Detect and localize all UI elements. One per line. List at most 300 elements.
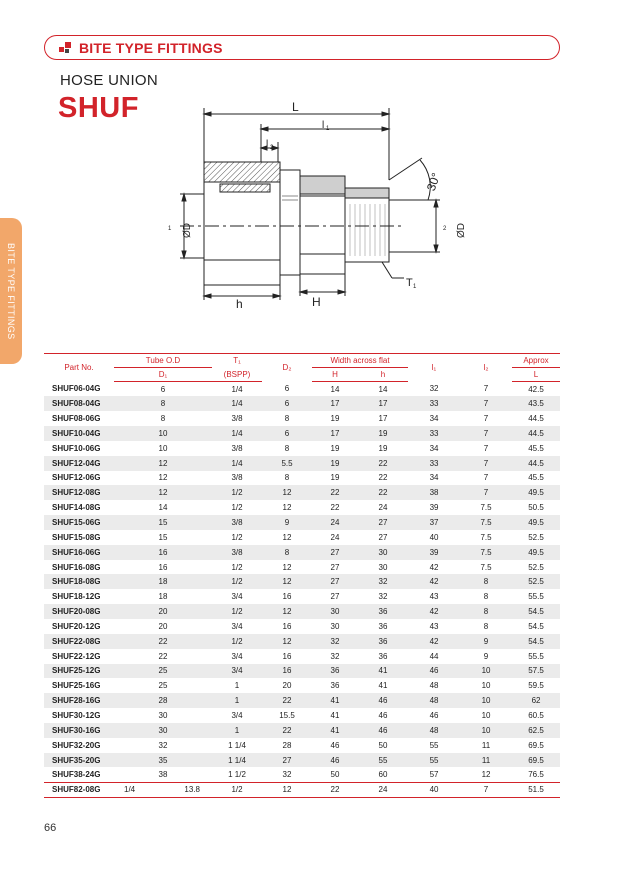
table-cell: 32 bbox=[378, 592, 388, 602]
col-d2: D₂ bbox=[262, 354, 312, 382]
table-cell: SHUF20-08G bbox=[44, 604, 114, 619]
table-cell: 12 bbox=[262, 574, 312, 589]
table-cell: 1/2 bbox=[212, 634, 262, 649]
table-cell: 12 bbox=[262, 782, 312, 797]
section-header bbox=[44, 35, 560, 60]
table-row bbox=[44, 530, 560, 545]
table-cell: 14 bbox=[158, 503, 168, 513]
table-row bbox=[44, 649, 560, 664]
table-cell: 32 bbox=[429, 384, 439, 394]
table-row bbox=[44, 396, 560, 411]
table-cell: 12 bbox=[282, 532, 292, 542]
table-cell: 62 bbox=[512, 693, 560, 708]
table-cell: 46 bbox=[408, 664, 460, 679]
table-cell: SHUF25-16G bbox=[52, 681, 101, 691]
table-cell: 7.5 bbox=[460, 515, 512, 530]
table-cell: 18 bbox=[158, 592, 168, 602]
table-cell: 20 bbox=[282, 681, 292, 691]
table-cell: 6 bbox=[262, 426, 312, 441]
table-cell: 41 bbox=[330, 710, 340, 720]
table-cell: 27 bbox=[330, 562, 340, 572]
table-row bbox=[44, 545, 560, 560]
table-cell: SHUF10-06G bbox=[52, 443, 101, 453]
table-cell: 8 bbox=[262, 545, 312, 560]
table-cell: SHUF12-06G bbox=[52, 473, 101, 483]
table-cell: 12 bbox=[262, 604, 312, 619]
col-approx: Approx bbox=[512, 354, 560, 368]
specification-table bbox=[44, 353, 560, 798]
table-cell: 22 bbox=[262, 723, 312, 738]
table-cell: 5.5 bbox=[262, 456, 312, 471]
table-cell: SHUF15-06G bbox=[44, 515, 114, 530]
table-row bbox=[44, 560, 560, 575]
table-cell: 46 bbox=[358, 693, 408, 708]
table-cell: 50 bbox=[378, 740, 388, 750]
table-row bbox=[44, 456, 560, 471]
table-cell: 27 bbox=[358, 515, 408, 530]
table-cell: SHUF12-08G bbox=[44, 485, 114, 500]
table-cell: 49.5 bbox=[512, 485, 560, 500]
table-cell: 60 bbox=[378, 770, 388, 780]
table-cell: 7 bbox=[483, 473, 489, 483]
table-cell: 44.5 bbox=[512, 456, 560, 471]
table-cell: 12 bbox=[114, 456, 212, 471]
col-h: h bbox=[358, 368, 408, 382]
section-title: BITE TYPE FITTINGS bbox=[79, 39, 223, 56]
table-cell: 55.5 bbox=[528, 592, 544, 602]
table-cell: 16 bbox=[262, 664, 312, 679]
table-cell: 40 bbox=[408, 782, 460, 797]
table-cell: 46 bbox=[429, 710, 439, 720]
table-cell: 36 bbox=[358, 604, 408, 619]
table-cell: SHUF32-20G bbox=[52, 740, 101, 750]
table-cell: 3/8 bbox=[212, 545, 262, 560]
table-cell: 9 bbox=[483, 651, 489, 661]
table-cell: 3/8 bbox=[212, 515, 262, 530]
col-H: H bbox=[312, 368, 358, 382]
table-cell: 34 bbox=[429, 443, 439, 453]
table-cell: 32 bbox=[282, 770, 292, 780]
table-cell: 7 bbox=[460, 485, 512, 500]
table-cell: SHUF82-08G bbox=[44, 782, 114, 797]
table-cell: 10 bbox=[460, 664, 512, 679]
table-cell: 8 bbox=[460, 604, 512, 619]
col-d1: D₁ bbox=[114, 368, 212, 382]
table-cell: 45.5 bbox=[528, 473, 544, 483]
table-cell: 1/2 bbox=[212, 574, 262, 589]
col-l1: l₁ bbox=[408, 354, 460, 382]
table-row bbox=[44, 589, 560, 604]
table-row bbox=[44, 411, 560, 426]
table-cell: 3/4 bbox=[212, 664, 262, 679]
table-cell: SHUF12-04G bbox=[44, 456, 114, 471]
table-cell: 22 bbox=[262, 693, 312, 708]
table-cell: 19 bbox=[330, 414, 340, 424]
table-cell: 52.5 bbox=[512, 574, 560, 589]
table-cell: 20 bbox=[158, 621, 168, 631]
table-cell: 12 bbox=[282, 503, 292, 513]
table-cell: 12 bbox=[262, 634, 312, 649]
dim-angle-label: 30° bbox=[423, 170, 444, 193]
table-cell: 38 bbox=[408, 485, 460, 500]
table-row bbox=[44, 426, 560, 441]
table-cell: 60.5 bbox=[528, 710, 544, 720]
table-cell: 20 bbox=[114, 604, 212, 619]
table-cell: 15 bbox=[114, 515, 212, 530]
table-row bbox=[44, 382, 560, 397]
table-cell: 1/2 bbox=[212, 604, 262, 619]
table-cell: 30 bbox=[312, 604, 358, 619]
table-cell: 1 bbox=[212, 723, 262, 738]
table-cell: 27 bbox=[262, 753, 312, 768]
table-cell: 7.5 bbox=[480, 503, 492, 513]
table-cell: SHUF22-08G bbox=[44, 634, 114, 649]
table-cell: SHUF14-08G bbox=[52, 503, 101, 513]
table-cell: 14 bbox=[378, 384, 388, 394]
table-cell: 1/2 bbox=[231, 503, 243, 513]
svg-text:1: 1 bbox=[413, 284, 417, 290]
table-cell: 10 bbox=[158, 443, 168, 453]
table-row bbox=[44, 708, 560, 723]
col-l2: l₂ bbox=[460, 354, 512, 382]
table-row bbox=[44, 604, 560, 619]
table-cell: 36 bbox=[312, 664, 358, 679]
table-cell: 24 bbox=[378, 503, 388, 513]
table-cell: 10 bbox=[460, 723, 512, 738]
table-cell: 8 bbox=[284, 414, 290, 424]
table-cell: 76.5 bbox=[528, 770, 544, 780]
dim-L-label: L bbox=[292, 100, 299, 114]
table-cell: 3/8 bbox=[231, 414, 243, 424]
table-cell: 55 bbox=[429, 740, 439, 750]
table-cell: 9 bbox=[460, 634, 512, 649]
table-cell: 1/2 bbox=[212, 782, 262, 797]
table-cell: 54.5 bbox=[528, 621, 544, 631]
dim-h-label: h bbox=[236, 297, 243, 311]
table-cell: 3/8 bbox=[231, 443, 243, 453]
table-cell: 3/4 bbox=[231, 621, 243, 631]
table-cell: 1 1/2 bbox=[228, 770, 246, 780]
table-cell: 41 bbox=[312, 693, 358, 708]
table-cell: 50 bbox=[330, 770, 340, 780]
product-subtitle: HOSE UNION bbox=[60, 72, 159, 89]
table-cell: 3/4 bbox=[231, 651, 243, 661]
table-cell: 27 bbox=[312, 545, 358, 560]
table-cell: 22 bbox=[158, 651, 168, 661]
table-cell: 8 bbox=[160, 414, 166, 424]
table-cell: 10 bbox=[460, 693, 512, 708]
table-cell: 15 bbox=[158, 532, 168, 542]
table-cell: 7 bbox=[460, 456, 512, 471]
table-cell: 43 bbox=[429, 592, 439, 602]
table-cell: 52.5 bbox=[528, 532, 544, 542]
table-cell: 46 bbox=[378, 710, 388, 720]
table-cell: 16 bbox=[282, 621, 292, 631]
table-cell: 57 bbox=[429, 770, 439, 780]
table-cell: 1 1/4 bbox=[228, 740, 246, 750]
table-cell: 7 bbox=[483, 384, 489, 394]
table-cell: 32 bbox=[312, 634, 358, 649]
table-cell: 37 bbox=[408, 515, 460, 530]
table-cell: 8 bbox=[483, 621, 489, 631]
table-cell: 1/4 bbox=[231, 384, 243, 394]
table-cell: 46 bbox=[358, 723, 408, 738]
table-cell: 50.5 bbox=[528, 503, 544, 513]
table-cell: 12 bbox=[114, 485, 212, 500]
table-cell: 49.5 bbox=[512, 515, 560, 530]
col-t1: T₁ bbox=[212, 354, 262, 368]
table-row bbox=[44, 485, 560, 500]
table-cell: 54.5 bbox=[512, 634, 560, 649]
table-row bbox=[44, 500, 560, 515]
table-cell: 36 bbox=[358, 634, 408, 649]
table-cell: 35 bbox=[114, 753, 212, 768]
table-cell: SHUF18-08G bbox=[44, 574, 114, 589]
table-row bbox=[44, 515, 560, 530]
table-cell: 32 bbox=[358, 574, 408, 589]
table-cell: SHUF30-16G bbox=[44, 723, 114, 738]
table-cell: 12 bbox=[481, 770, 491, 780]
table-cell: 6 bbox=[262, 396, 312, 411]
table-cell: 27 bbox=[312, 574, 358, 589]
table-cell: 38 bbox=[158, 770, 168, 780]
hose-union-diagram bbox=[160, 100, 470, 315]
table-cell: 32 bbox=[158, 740, 168, 750]
table-cell: 30 bbox=[378, 562, 388, 572]
table-cell: 28 bbox=[114, 693, 212, 708]
table-cell: SHUF15-08G bbox=[52, 532, 101, 542]
table-cell: SHUF16-06G bbox=[44, 545, 114, 560]
table-cell: SHUF22-12G bbox=[52, 651, 101, 661]
side-tab-label: BITE TYPE FITTINGS bbox=[6, 242, 16, 340]
table-cell: 8 bbox=[284, 473, 290, 483]
table-cell: 39 bbox=[408, 545, 460, 560]
table-cell: 7.5 bbox=[480, 562, 492, 572]
table-cell: 12 bbox=[282, 562, 292, 572]
table-cell: 17 bbox=[312, 426, 358, 441]
table-cell: 24 bbox=[330, 532, 340, 542]
table-cell: 25 bbox=[158, 681, 168, 691]
table-row bbox=[44, 441, 560, 456]
table-cell: 42 bbox=[408, 574, 460, 589]
table-cell: 22 bbox=[378, 473, 388, 483]
table-cell: 1/2 bbox=[212, 485, 262, 500]
table-cell: 36 bbox=[330, 681, 340, 691]
table-cell: 25 bbox=[114, 664, 212, 679]
table-cell: 19 bbox=[330, 443, 340, 453]
table-cell: SHUF08-04G bbox=[44, 396, 114, 411]
table-cell: 6 bbox=[284, 384, 290, 394]
table-cell: SHUF25-12G bbox=[44, 664, 114, 679]
table-cell: 19 bbox=[358, 426, 408, 441]
table-cell: 16 bbox=[114, 545, 212, 560]
table-cell: 33 bbox=[408, 456, 460, 471]
d1-value-a: 1/4 bbox=[124, 785, 136, 795]
col-width-across-flat: Width across flat bbox=[312, 354, 408, 368]
table-row bbox=[44, 664, 560, 679]
table-cell: 30 bbox=[330, 621, 340, 631]
dim-H-label: H bbox=[312, 295, 321, 309]
table-cell: SHUF35-20G bbox=[44, 753, 114, 768]
table-cell: 41 bbox=[358, 664, 408, 679]
table-cell: 17 bbox=[378, 414, 388, 424]
table-cell: 44.5 bbox=[528, 414, 544, 424]
table-cell: 27 bbox=[330, 592, 340, 602]
table-cell: 8 bbox=[483, 592, 489, 602]
table-cell: SHUF20-12G bbox=[52, 621, 101, 631]
table-cell: 42 bbox=[408, 604, 460, 619]
product-code: SHUF bbox=[58, 92, 139, 124]
table-row bbox=[44, 471, 560, 486]
dim-D1-label: ØD bbox=[182, 223, 193, 238]
table-cell: 7.5 bbox=[460, 545, 512, 560]
table-cell: 41 bbox=[378, 681, 388, 691]
table-cell: 43.5 bbox=[512, 396, 560, 411]
table-row bbox=[44, 738, 560, 753]
table-cell: SHUF16-08G bbox=[52, 562, 101, 572]
table-row-last bbox=[44, 782, 560, 797]
table-cell: 12 bbox=[262, 485, 312, 500]
table-cell: 55.5 bbox=[528, 651, 544, 661]
table-cell: 42.5 bbox=[528, 384, 544, 394]
svg-text:2: 2 bbox=[270, 145, 274, 151]
table-cell: 54.5 bbox=[512, 604, 560, 619]
table-cell: 1/4 bbox=[212, 456, 262, 471]
table-cell: 39 bbox=[429, 503, 439, 513]
table-cell: 1/4 bbox=[212, 426, 262, 441]
table-row bbox=[44, 619, 560, 634]
table-cell: 46 bbox=[312, 753, 358, 768]
table-cell: SHUF38-24G bbox=[52, 770, 101, 780]
table-cell: 9 bbox=[262, 515, 312, 530]
svg-text:1: 1 bbox=[326, 126, 330, 132]
table-cell: 7 bbox=[483, 443, 489, 453]
table-cell: 42 bbox=[429, 562, 439, 572]
table-cell: 33 bbox=[408, 396, 460, 411]
col-L: L bbox=[512, 368, 560, 382]
table-cell: 69.5 bbox=[528, 740, 544, 750]
table-cell: 22 bbox=[358, 485, 408, 500]
table-cell: 7.5 bbox=[480, 532, 492, 542]
table-cell: 10 bbox=[114, 426, 212, 441]
table-cell: 17 bbox=[358, 396, 408, 411]
table-cell: 22 bbox=[114, 634, 212, 649]
d1-value-b: 13.8 bbox=[184, 785, 200, 795]
table-cell: 57.5 bbox=[512, 664, 560, 679]
table-cell: 27 bbox=[378, 532, 388, 542]
table-cell: 42 bbox=[408, 634, 460, 649]
table-cell: 45.5 bbox=[528, 443, 544, 453]
table-cell: 33 bbox=[408, 426, 460, 441]
table-cell: 22 bbox=[312, 485, 358, 500]
col-tube-od: Tube O.D bbox=[114, 354, 212, 368]
dim-l1-label: l bbox=[322, 120, 325, 131]
table-cell: SHUF28-16G bbox=[44, 693, 114, 708]
dim-l2-label: l bbox=[266, 139, 269, 150]
table-row bbox=[44, 693, 560, 708]
brand-logo-icon bbox=[59, 42, 73, 54]
table-cell: 30 bbox=[114, 723, 212, 738]
table-cell: 8 bbox=[460, 574, 512, 589]
table-cell: 1 bbox=[234, 681, 240, 691]
table-cell: 10 bbox=[481, 681, 491, 691]
table-cell: SHUF08-06G bbox=[52, 414, 101, 424]
table-cell: 22 bbox=[330, 503, 340, 513]
table-cell: 46 bbox=[330, 740, 340, 750]
table-cell: 34 bbox=[429, 414, 439, 424]
table-cell: 62.5 bbox=[512, 723, 560, 738]
table-row bbox=[44, 634, 560, 649]
table-cell: 30 bbox=[358, 545, 408, 560]
table-cell: 48 bbox=[408, 693, 460, 708]
table-cell: 41 bbox=[312, 723, 358, 738]
dim-T1-label: T bbox=[406, 277, 413, 289]
table-cell: 18 bbox=[114, 574, 212, 589]
table-cell: 52.5 bbox=[528, 562, 544, 572]
table-cell: 3/4 bbox=[231, 710, 243, 720]
svg-text:2: 2 bbox=[443, 226, 447, 232]
table-cell: 28 bbox=[282, 740, 292, 750]
table-row bbox=[44, 767, 560, 782]
svg-text:1: 1 bbox=[168, 226, 172, 232]
table-cell: 48 bbox=[408, 723, 460, 738]
table-cell: 7 bbox=[460, 782, 512, 797]
table-cell: 12 bbox=[158, 473, 168, 483]
table-cell: 51.5 bbox=[512, 782, 560, 797]
table-cell: 44 bbox=[429, 651, 439, 661]
table-cell: 1/4 bbox=[212, 396, 262, 411]
table-cell: 32 bbox=[330, 651, 340, 661]
table-cell: 8 bbox=[114, 396, 212, 411]
table-cell: 10 bbox=[481, 710, 491, 720]
table-cell: 49.5 bbox=[512, 545, 560, 560]
table-cell: SHUF06-04G bbox=[52, 384, 101, 394]
table-cell: 1 bbox=[212, 693, 262, 708]
table-cell: 40 bbox=[429, 532, 439, 542]
table-row bbox=[44, 678, 560, 693]
table-cell: 69.5 bbox=[512, 753, 560, 768]
table-cell: 1/2 bbox=[231, 562, 243, 572]
table-cell: 24 bbox=[312, 515, 358, 530]
table-cell: 16 bbox=[282, 651, 292, 661]
table-cell: 19 bbox=[312, 456, 358, 471]
table-row bbox=[44, 723, 560, 738]
table-cell: SHUF10-04G bbox=[44, 426, 114, 441]
table-cell: 17 bbox=[312, 396, 358, 411]
table-cell: 36 bbox=[378, 651, 388, 661]
table-cell: 16 bbox=[158, 562, 168, 572]
dim-D2-label: ØD bbox=[456, 223, 467, 238]
side-tab[interactable] bbox=[0, 218, 22, 364]
table-row bbox=[44, 753, 560, 768]
table-cell: 19 bbox=[330, 473, 340, 483]
table-cell: 22 bbox=[312, 782, 358, 797]
table-row bbox=[44, 574, 560, 589]
table-cell: 7 bbox=[483, 414, 489, 424]
table-cell: 59.5 bbox=[528, 681, 544, 691]
col-bspp: (BSPP) bbox=[212, 368, 262, 382]
table-cell: 6 bbox=[160, 384, 166, 394]
table-cell: 1 1/4 bbox=[212, 753, 262, 768]
table-cell: 11 bbox=[460, 753, 512, 768]
table-cell: 3/4 bbox=[231, 592, 243, 602]
table-cell: 7 bbox=[460, 396, 512, 411]
table-cell: 19 bbox=[378, 443, 388, 453]
table-cell: 55 bbox=[358, 753, 408, 768]
table-cell: 14 bbox=[330, 384, 340, 394]
table-cell: 24 bbox=[358, 782, 408, 797]
table-cell: 1/2 bbox=[231, 532, 243, 542]
